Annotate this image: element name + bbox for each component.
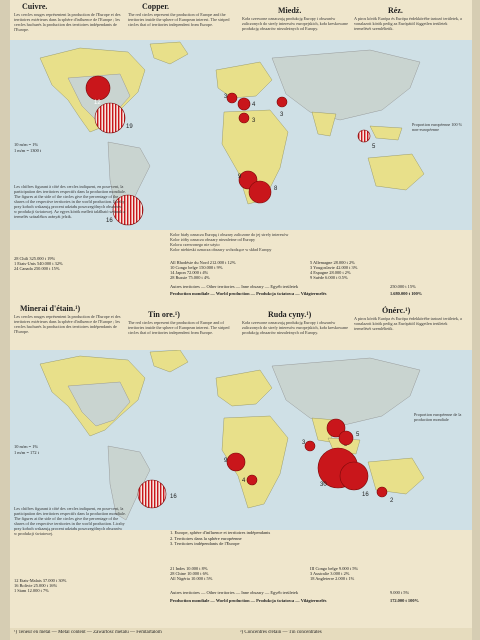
copper-circle-japan (358, 130, 370, 142)
tin-table-right: III Congo belge 9.000 t 5% 3 Australie 3.000 t 2% 18 Angleterre 2.000 t 1% (310, 566, 359, 581)
copper-notes-left: Les chiffres figurant à côté des cercles indiquent, en pour-cent, la participation des territoires respectifs dans la production mondiale. The figures at the side of the circles give the percentage of the shares of the respective territories in the world production. Liczby przy kołach wskazują procent udziału poszczególnych obszarów w produkcji światowej. Az egyes körök mellett található számok a termelés százalékos arányát jelzik. (14, 184, 126, 219)
copper-circle-label-7: 5 (372, 144, 376, 150)
tin-scale-2: 1 m/m = 172 t (14, 450, 39, 455)
copper-circle-label-3: 3 (224, 94, 228, 100)
copper-circle-canada (86, 76, 110, 100)
copper-total: Production mondiale — World production — Produkcja światowa — Világtermelés (170, 291, 327, 296)
tin-circle-congo (247, 475, 257, 485)
tin-circle-australia (377, 487, 387, 497)
tin-title-pl: Ruda cyny.¹) (268, 310, 312, 319)
copper-circle-label-9: 8 (274, 186, 278, 192)
tin-table-mid: 21 Indes 10.000 t 8% 28 Chine 10.000 t 6% All Nigéria 10.000 t 5% (170, 566, 213, 581)
atlas-page (10, 0, 472, 640)
copper-others-value: 250.000 t 15% (390, 284, 416, 289)
tin-circle-dutch-indies (340, 462, 368, 490)
copper-side-note: Proportion européenne 100 % non-européenne (412, 122, 463, 132)
tin-circle-label-6: 30 (320, 482, 327, 488)
copper-circle-label-8: 9 (238, 174, 242, 180)
tin-world-map (10, 350, 472, 530)
tin-circle-india (305, 441, 315, 451)
tin-circle-label-2: 3 (302, 440, 306, 446)
copper-circle-label-4: 4 (252, 102, 256, 108)
tin-others-value: 9.000 t 5% (390, 590, 410, 595)
copper-circle-label-5: 3 (252, 118, 256, 124)
copper-title-fr: Cuivre. (22, 2, 48, 11)
tin-circle-label-5: 5 (356, 432, 360, 438)
tin-title-fr: Minerai d'étain.¹) (20, 304, 81, 313)
footnote-1: ¹) Teneur en métal — Metal content — Zawartość metalu — Fémtartalom (14, 630, 162, 635)
tin-circle-label-8: 2 (390, 498, 394, 504)
copper-circle-label-6: 3 (280, 112, 284, 118)
copper-notes-center: Kolor biały oznacza Europę i obszary zaliczone do jej strefy interesów Kolor żółty oznacza obszary niezależne od Europy Koloru czerwonego nie użyto Kolor niebieski oznacza obszary wchodzące w skład Europy (170, 232, 289, 252)
tin-blurb-fr: Les cercles rouges représentent la production de l'Europe et des territoires extérieurs dans la sphère d'influence de l'Europe ; les cercles hachurés la production des territoires indépendants de l'Europe. (14, 314, 121, 334)
copper-circle-russia (277, 97, 287, 107)
copper-title-pl: Miedź. (278, 6, 302, 15)
copper-blurb-fr: Les cercles rouges représentent la production de l'Europe et des territoires extérieurs dans la sphère d'influence de l'Europe ; les cercles hachurés la production des territoires indépendants de l'Europe. (14, 12, 121, 32)
tin-table-left: 12 Etats-Malais 37.000 t 30% 16 Bolivie 25.000 t 16% 1 Siam 12.000 t 7% (14, 578, 67, 593)
copper-title-hu: Réz. (388, 6, 403, 15)
copper-circle-germany (239, 113, 249, 123)
tin-total-value: 172.000 t 100% (390, 598, 419, 603)
copper-others: Autres territoires — Other territories — Inne obszary — Egyéb területek (170, 284, 299, 289)
tin-circle-label-9: 16 (170, 494, 177, 500)
copper-blurb-pl: Koła czerwone oznaczają produkcję Europy i obszarów zaliczonych do strefy interesów europejskich, koła kreskowane produkcję obszarów niezależnych od Europy. (242, 16, 348, 31)
copper-blurb-hu: A piros körök Európa és Európa érdekkörébe tartozó területek, a vonalazott körök pedig az Európától független területek termelését szemléltetik. (354, 16, 462, 31)
tin-circle-nigeria (227, 453, 245, 471)
copper-circle-spain (227, 93, 237, 103)
copper-circle-yugoslavia (238, 98, 250, 110)
footnotes (10, 628, 472, 640)
tin-notes-left: Les chiffres figurant à côté des cercles indiquent, en pour-cent, la participation des territoires respectifs dans la production mondiale. The figures at the side of the circles give the percentage of the shares of the respective territories in the world production. Liczby przy kołach wskazują procent udziału poszczególnych obszarów w produkcji światowej. (14, 506, 126, 536)
copper-title-en: Copper. (142, 2, 170, 11)
tin-title-hu: Ónérc.¹) (382, 306, 411, 315)
tin-circle-label-3: 9 (224, 458, 228, 464)
tin-circle-label-7: 16 (362, 492, 369, 498)
copper-circle-label-2: 19 (126, 124, 133, 130)
tin-blurb-pl: Koła czerwone oznaczają produkcję Europy i obszarów zaliczonych do strefy interesów europejskich, koła kreskowane produkcję obszarów niezależnych od Europy. (242, 320, 348, 335)
tin-circle-bolivia (138, 480, 166, 508)
tin-circle-siam (339, 431, 353, 445)
footnote-2: ²) Concentrés d'étain — Tin concentrates (240, 630, 322, 635)
copper-table-left: 28 Chili 325.000 t 19% 1 Etats-Unis 540.000 t 32% 24 Canada 250.000 t 15% (14, 256, 63, 271)
tin-blurb-en: The red circles represent the production of Europe and of territories inside the sphere of European interest. The striped circles that of territories independent from Europe. (128, 320, 230, 335)
tin-side-note: Proportion européenne de la production mondiale (414, 412, 462, 422)
copper-scale-2: 1 m/m = 1300 t (14, 148, 42, 153)
tin-circle-label-4: 4 (242, 478, 246, 484)
tin-total: Production mondiale — World production — Produkcja światowa — Világtermelés (170, 598, 327, 603)
tin-others: Autres territoires — Other territories — Inne obszary — Egyéb területek (170, 590, 299, 595)
copper-circle-rhodesia (249, 181, 271, 203)
copper-circle-label-10: 16 (106, 218, 113, 224)
tin-scale-1: 10 m/m = 1% (14, 444, 39, 449)
copper-table-right: 5 Allemagne 28.000 t 2% 3 Yougoslavie 42.000 t 3% 4 Espagne 28.000 t 2% 9 Suède 6.000 t 0.5% (310, 260, 358, 280)
copper-scale-1: 10 m/m = 1% (14, 142, 39, 147)
copper-circle-usa (95, 103, 125, 133)
tin-blurb-hu: A piros körök Európa és Európa érdekkörébe tartozó területek, a vonalazott körök pedig az Európától független területek termelését szemléltetik. (354, 316, 462, 331)
copper-blurb-en: The red circles represent the production of Europe and the territories inside the sphere of European interest. The striped circles that of territories independent from Europe. (128, 12, 230, 27)
copper-total-value: 1.680.000 t 100% (390, 291, 423, 296)
copper-circle-label-1: 12 (94, 100, 101, 106)
tin-legend: 1. Europe, sphère d'influence et territoires indépendants 2. Territoires dans la sphère européenne 3. Territoires indépendants de l'Europe (170, 530, 271, 546)
tin-title-en: Tin ore.¹) (148, 310, 180, 319)
copper-table-mid: All Rhodésie du Nord 212.000 t 12% 10 Congo belge 150.000 t 9% 14 Japon 72.000 t 4% 28 Russie 75.000 t 4% (170, 260, 236, 280)
